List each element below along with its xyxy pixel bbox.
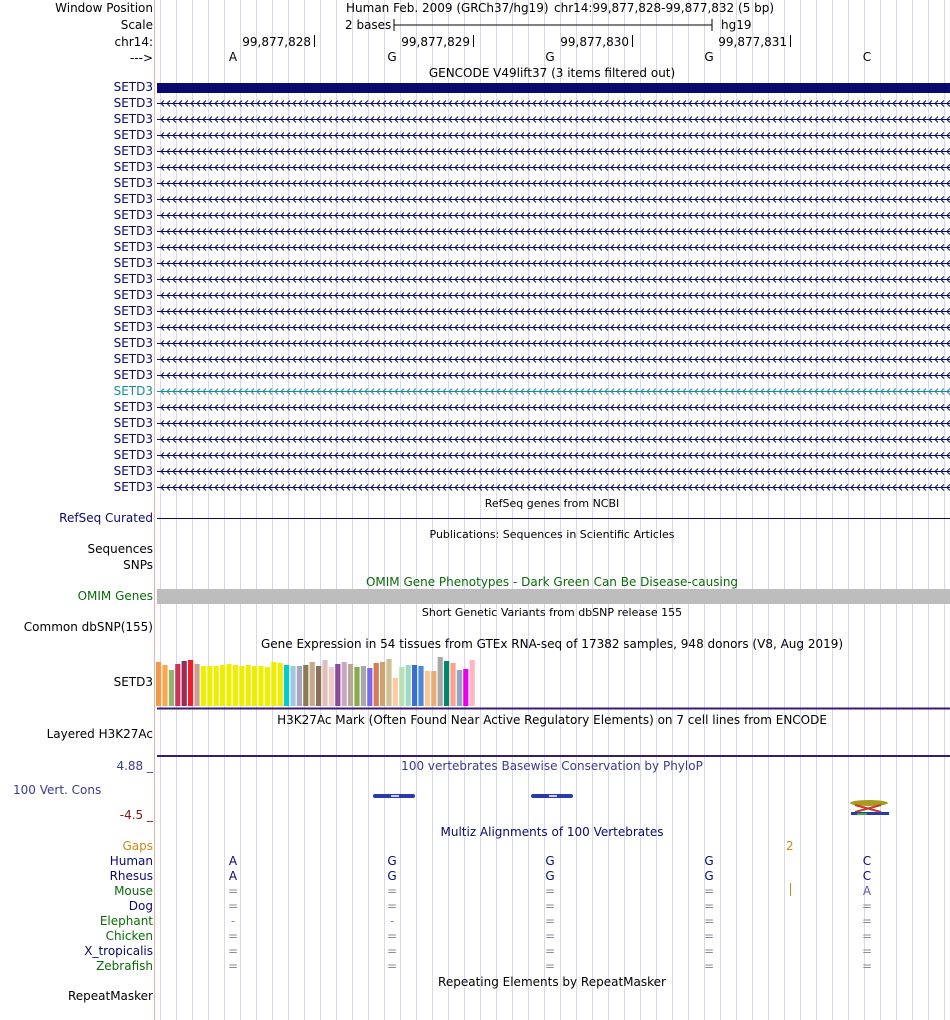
reference-base: A: [228, 50, 238, 64]
ruler-coordinate: 99,877,829: [401, 35, 470, 49]
alignment-base: =: [227, 959, 239, 973]
gencode-track-title: GENCODE V49lift37 (3 items filtered out): [428, 66, 676, 80]
gtex-tissue-bar: [258, 666, 263, 706]
alignment-base: G: [704, 854, 714, 868]
gtex-tissue-bar: [463, 669, 468, 706]
gtex-tissue-bar: [348, 664, 353, 706]
alignment-base: A: [228, 869, 238, 883]
alignment-base: =: [861, 929, 873, 943]
gtex-tissue-bar: [188, 660, 193, 706]
gtex-tissue-bar: [310, 662, 315, 706]
gtex-tissue-bar: [450, 663, 455, 706]
gtex-tissue-bar: [252, 666, 257, 706]
alignment-base: -: [230, 914, 236, 928]
alignment-base: =: [544, 884, 556, 898]
species-label[interactable]: Human: [109, 854, 153, 868]
transcript-label[interactable]: SETD3: [113, 368, 153, 382]
gtex-tissue-bar: [354, 667, 359, 706]
gtex-tissue-bar: [290, 666, 295, 706]
gtex-track-title: Gene Expression in 54 tissues from GTEx RNA-seq of 17382 samples, 948 donors (V8, Aug 2019): [260, 637, 844, 651]
gtex-tissue-bar: [431, 671, 436, 706]
gtex-tissue-bar: [156, 662, 161, 706]
transcript-label[interactable]: SETD3: [113, 96, 153, 110]
transcript-label[interactable]: SETD3: [113, 240, 153, 254]
reference-base: G: [704, 50, 714, 64]
transcript-row: [157, 373, 950, 379]
assembly-title: Human Feb. 2009 (GRCh37/hg19): [346, 1, 549, 15]
ruler-tick: [632, 35, 633, 47]
transcript-label[interactable]: SETD3: [113, 224, 153, 238]
transcript-label[interactable]: SETD3: [113, 304, 153, 318]
publications-track-title: Publications: Sequences in Scientific Articles: [429, 528, 675, 541]
chromosome-label: chr14:: [114, 35, 153, 49]
scale-text: 2 bases: [345, 18, 392, 32]
transcript-label[interactable]: SETD3: [113, 128, 153, 142]
transcript-label[interactable]: SETD3: [113, 416, 153, 430]
ruler-coordinate: 99,877,831: [718, 35, 787, 49]
omim-track-title: OMIM Gene Phenotypes - Dark Green Can Be Disease-causing: [365, 575, 739, 589]
gtex-tissue-bar: [444, 661, 449, 706]
gtex-tissue-bar: [322, 660, 327, 706]
transcript-row: [157, 437, 950, 443]
gtex-tissue-bar: [361, 666, 366, 706]
reference-base: G: [545, 50, 555, 64]
alignment-base: =: [386, 899, 398, 913]
gtex-tissue-bar: [303, 665, 308, 706]
transcript-label[interactable]: SETD3: [113, 480, 153, 494]
transcript-row: [157, 357, 950, 363]
transcript-row: [157, 469, 950, 475]
gtex-tissue-bar: [316, 666, 321, 706]
alignment-base: =: [386, 929, 398, 943]
transcript-row: [157, 165, 950, 171]
transcript-label[interactable]: SETD3: [113, 464, 153, 478]
mouse-insertion-marker: [790, 883, 791, 896]
omim-label[interactable]: OMIM Genes: [77, 589, 153, 603]
transcript-label[interactable]: SETD3: [113, 112, 153, 126]
transcript-row: [157, 325, 950, 331]
transcript-row: [157, 117, 950, 123]
gtex-tissue-bar: [412, 665, 417, 706]
gtex-tissue-bar: [329, 667, 334, 706]
gtex-tissue-bar: [386, 659, 391, 706]
alignment-base: G: [545, 869, 555, 883]
exon-block: [157, 83, 950, 93]
transcript-label[interactable]: SETD3: [113, 432, 153, 446]
gtex-tissue-bar: [380, 662, 385, 706]
gtex-tissue-bar: [162, 665, 167, 706]
position-range: chr14:99,877,828-99,877,832 (5 bp): [554, 1, 775, 15]
alignment-base: =: [544, 959, 556, 973]
gtex-tissue-bar: [335, 664, 340, 706]
transcript-label[interactable]: SETD3: [113, 288, 153, 302]
gtex-tissue-bar: [169, 670, 174, 706]
alignment-base: A: [862, 884, 872, 898]
gtex-tissue-bar: [194, 664, 199, 706]
transcript-row: [157, 293, 950, 299]
alignment-base: =: [861, 944, 873, 958]
gtex-tissue-bar: [297, 666, 302, 706]
transcript-label[interactable]: SETD3: [113, 208, 153, 222]
transcript-row: [157, 181, 950, 187]
gtex-tissue-bar: [226, 664, 231, 706]
transcript-label[interactable]: SETD3: [113, 336, 153, 350]
species-label[interactable]: Zebrafish: [96, 959, 153, 973]
alignment-base: =: [703, 944, 715, 958]
transcript-row: [157, 389, 950, 395]
gtex-tissue-bar: [220, 665, 225, 706]
h3k27ac-label[interactable]: Layered H3K27Ac: [46, 727, 153, 741]
h3k27ac-track-baseline: [157, 755, 950, 757]
gtex-tissue-bar: [182, 661, 187, 706]
alignment-base: A: [228, 854, 238, 868]
ruler-tick: [790, 35, 791, 47]
phylop-track-title: 100 vertebrates Basewise Conservation by PhyloP: [401, 759, 703, 773]
h3k27ac-track-title: H3K27Ac Mark (Often Found Near Active Regulatory Elements) on 7 cell lines from ENCODE: [277, 713, 827, 727]
gtex-tissue-bar: [399, 667, 404, 706]
window-position-label: Window Position: [55, 1, 153, 15]
scale-label: Scale: [120, 18, 153, 32]
alignment-base: =: [544, 914, 556, 928]
gtex-tissue-bar: [367, 668, 372, 706]
alignment-base: =: [544, 944, 556, 958]
gaps-label: Gaps: [122, 839, 153, 853]
gaps-value: 2: [786, 839, 794, 853]
gtex-tissue-bar: [284, 665, 289, 706]
snps-label[interactable]: SNPs: [123, 558, 153, 572]
transcript-label[interactable]: SETD3: [113, 384, 153, 398]
alignment-base: =: [386, 944, 398, 958]
gencode-transcripts[interactable]: [155, 80, 950, 496]
alignment-base: -: [389, 914, 395, 928]
gtex-tissue-bar: [239, 666, 244, 706]
transcript-label[interactable]: SETD3: [113, 176, 153, 190]
alignment-base: =: [861, 914, 873, 928]
transcript-label[interactable]: SETD3: [113, 400, 153, 414]
transcript-label[interactable]: SETD3: [113, 352, 153, 366]
gtex-tissue-bar: [425, 671, 430, 706]
transcript-label[interactable]: SETD3: [113, 144, 153, 158]
transcript-row: [157, 261, 950, 267]
repeatmasker-track-title: Repeating Elements by RepeatMasker: [438, 975, 666, 989]
alignment-base: =: [544, 899, 556, 913]
dbsnp-label[interactable]: Common dbSNP(155): [23, 620, 153, 634]
alignment-base: =: [703, 884, 715, 898]
gtex-tissue-bar: [342, 662, 347, 706]
gtex-tissue-bar: [233, 665, 238, 706]
alignment-base: G: [387, 869, 397, 883]
gtex-tissue-bar: [271, 662, 276, 706]
transcript-row: [157, 197, 950, 203]
gtex-tissue-bar: [201, 666, 206, 706]
reference-base: C: [862, 50, 872, 64]
transcript-row: [157, 405, 950, 411]
gtex-tissue-bar: [418, 666, 423, 706]
transcript-label[interactable]: SETD3: [113, 448, 153, 462]
transcript-row: [157, 213, 950, 219]
alignment-base: C: [862, 869, 872, 883]
species-label[interactable]: Mouse: [114, 884, 153, 898]
alignment-base: =: [227, 929, 239, 943]
sequences-label[interactable]: Sequences: [87, 542, 153, 556]
alignment-base: G: [545, 854, 555, 868]
transcript-row: [157, 149, 950, 155]
gtex-tissue-bar: [457, 670, 462, 706]
ruler-coordinate: 99,877,830: [560, 35, 629, 49]
gtex-tissue-bar: [470, 660, 475, 706]
gtex-expression-bars[interactable]: [155, 652, 950, 710]
refseq-gene-line[interactable]: [157, 518, 950, 519]
strand-arrow-label: --->: [129, 51, 153, 65]
reference-base: G: [387, 50, 397, 64]
transcript-row: [157, 277, 950, 283]
transcript-label[interactable]: SETD3: [113, 320, 153, 334]
alignment-base: =: [861, 959, 873, 973]
multiz-track-title: Multiz Alignments of 100 Vertebrates: [440, 825, 664, 839]
species-label[interactable]: X_tropicalis: [84, 944, 153, 958]
database-label: hg19: [721, 18, 752, 32]
alignment-base: =: [386, 884, 398, 898]
repeatmasker-label[interactable]: RepeatMasker: [67, 989, 153, 1003]
transcript-row: [157, 309, 950, 315]
alignment-base: =: [386, 959, 398, 973]
transcript-row: [157, 485, 950, 491]
alignment-base: =: [861, 899, 873, 913]
alignment-base: G: [704, 869, 714, 883]
gtex-tissue-bar: [374, 663, 379, 706]
gtex-tissue-bar: [214, 666, 219, 706]
alignment-base: =: [703, 899, 715, 913]
alignment-base: =: [703, 914, 715, 928]
gtex-tissue-bar: [438, 657, 443, 706]
transcript-row: [157, 83, 950, 93]
omim-gene-bar[interactable]: [157, 589, 950, 604]
transcript-row: [157, 245, 950, 251]
alignment-base: =: [227, 899, 239, 913]
gtex-tissue-bar: [393, 678, 398, 706]
refseq-track-title: RefSeq genes from NCBI: [484, 497, 620, 510]
conservation-label[interactable]: 100 Vert. Cons: [13, 783, 102, 797]
transcript-label[interactable]: SETD3: [113, 272, 153, 286]
alignment-base: =: [227, 884, 239, 898]
species-label[interactable]: Dog: [128, 899, 153, 913]
alignment-base: C: [862, 854, 872, 868]
gtex-tissue-bar: [406, 665, 411, 706]
gtex-tissue-bar: [175, 664, 180, 706]
gtex-tissue-bar: [207, 666, 212, 706]
transcript-label[interactable]: SETD3: [113, 160, 153, 174]
gtex-gene-label[interactable]: SETD3: [113, 675, 153, 689]
gtex-tissue-bar: [278, 663, 283, 706]
gtex-tissue-bar: [265, 667, 270, 706]
species-label[interactable]: Chicken: [105, 929, 153, 943]
dbsnp-track-title: Short Genetic Variants from dbSNP release 155: [421, 606, 683, 619]
alignment-base: =: [703, 929, 715, 943]
transcript-label[interactable]: SETD3: [113, 192, 153, 206]
alignment-base: G: [387, 854, 397, 868]
transcript-row: [157, 421, 950, 427]
transcript-row: [157, 229, 950, 235]
alignment-base: =: [544, 929, 556, 943]
transcript-row: [157, 133, 950, 139]
ruler-tick: [314, 35, 315, 47]
refseq-label[interactable]: RefSeq Curated: [59, 511, 153, 525]
phylop-max-label: 4.88 _: [116, 759, 153, 773]
transcript-row: [157, 101, 950, 107]
species-label[interactable]: Rhesus: [109, 869, 153, 883]
ruler-tick: [473, 35, 474, 47]
gtex-tissue-bar: [246, 665, 251, 706]
alignment-base: =: [227, 944, 239, 958]
scale-bar: [393, 17, 715, 33]
transcript-label[interactable]: SETD3: [113, 80, 153, 94]
phylop-min-label: -4.5 _: [119, 808, 153, 822]
transcript-label[interactable]: SETD3: [113, 256, 153, 270]
phylop-signal[interactable]: [155, 786, 950, 818]
species-label[interactable]: Elephant: [99, 914, 153, 928]
alignment-base: =: [703, 959, 715, 973]
transcript-row: [157, 341, 950, 347]
transcript-row: [157, 453, 950, 459]
ruler-coordinate: 99,877,828: [242, 35, 311, 49]
